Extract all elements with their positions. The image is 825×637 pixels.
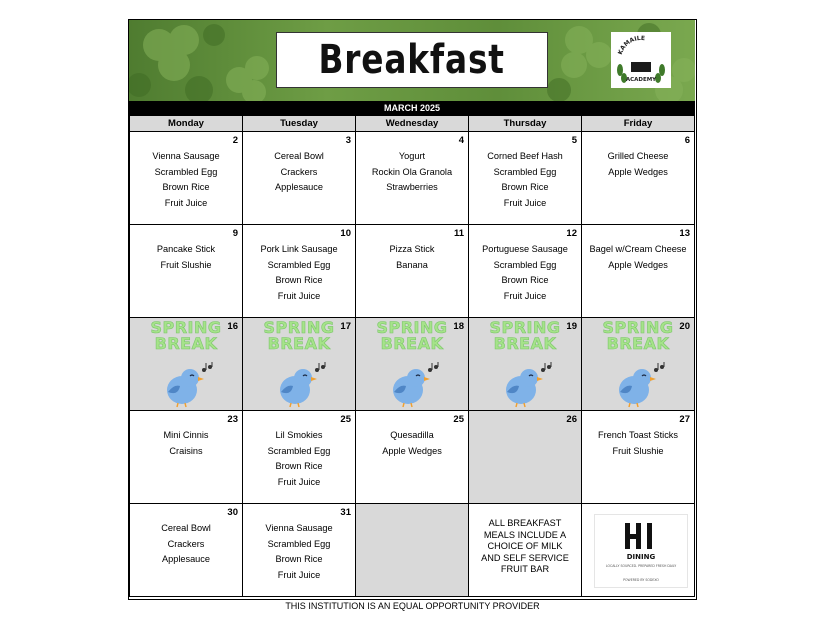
weekday-header: Friday	[582, 116, 695, 132]
svg-text:DINING: DINING	[626, 553, 656, 561]
spring-break-line1: SPRING	[150, 318, 222, 337]
day-number: 30	[227, 507, 238, 518]
day-cell	[582, 504, 695, 597]
menu-item: Quesadilla	[390, 430, 434, 440]
week-row	[130, 132, 695, 225]
menu-item: Cereal Bowl	[161, 523, 211, 533]
menu-items	[582, 149, 694, 180]
day-number: 31	[340, 507, 351, 518]
menu-sheet	[128, 19, 697, 600]
day-number: 5	[571, 135, 577, 146]
menu-item: Applesauce	[161, 554, 210, 565]
spring-break-line2: BREAK	[493, 334, 557, 353]
day-number: 19	[566, 321, 577, 332]
menu-item: Crackers	[280, 166, 318, 177]
bluebird-icon	[499, 362, 555, 408]
day-number: 4	[458, 135, 464, 146]
day-number: 12	[566, 228, 577, 239]
day-cell	[469, 504, 582, 597]
menu-item: Rockin Ola Granola	[371, 166, 453, 177]
hi-dining-logo-icon	[595, 515, 687, 587]
hi-dining-logo	[594, 514, 688, 588]
menu-item: Brown Rice	[501, 275, 549, 286]
week-row	[130, 504, 695, 597]
menu-item: Strawberries	[386, 182, 438, 193]
day-cell	[356, 225, 469, 318]
day-cell	[243, 411, 356, 504]
spring-break-line1: SPRING	[602, 318, 674, 337]
spring-break-line2: BREAK	[380, 334, 444, 353]
spring-break-line1: SPRING	[376, 318, 448, 337]
day-cell	[469, 132, 582, 225]
menu-item: Brown Rice	[275, 275, 323, 286]
menu-item: Fruit Slushie	[160, 259, 212, 270]
day-cell	[469, 225, 582, 318]
weekday-header: Thursday	[469, 116, 582, 132]
bluebird-icon	[612, 362, 668, 408]
menu-item: Vienna Sausage	[152, 151, 220, 161]
day-cell	[243, 225, 356, 318]
day-number: 2	[232, 135, 238, 146]
menu-items	[130, 428, 242, 459]
page-title: Breakfast	[318, 37, 506, 83]
spring-break-line1: SPRING	[489, 318, 561, 337]
spring-break-graphic	[243, 320, 355, 352]
day-number: 25	[453, 414, 464, 425]
week-row	[130, 225, 695, 318]
day-number: 16	[227, 321, 238, 332]
day-number: 6	[684, 135, 690, 146]
day-cell	[582, 225, 695, 318]
month-bar: MARCH 2025	[129, 101, 695, 115]
svg-text:POWERED BY SODEXO: POWERED BY SODEXO	[623, 578, 659, 582]
day-cell	[356, 132, 469, 225]
day-number: 10	[340, 228, 351, 239]
day-cell	[130, 318, 243, 411]
svg-text:ACADEMY: ACADEMY	[625, 77, 657, 83]
bird-illustration	[499, 362, 555, 413]
bird-illustration	[612, 362, 668, 413]
menu-item: Scrambled Egg	[493, 166, 557, 177]
bluebird-icon	[386, 362, 442, 408]
weekday-header-row	[130, 116, 695, 132]
day-cell	[582, 411, 695, 504]
menu-item: Banana	[396, 259, 428, 270]
day-number: 25	[340, 414, 351, 425]
week-row	[130, 411, 695, 504]
day-number: 27	[679, 414, 690, 425]
svg-text:LOCALLY SOURCED. PREPARED FRES: LOCALLY SOURCED. PREPARED FRESH DAILY	[605, 564, 677, 568]
school-seal-icon	[611, 32, 671, 88]
calendar-grid	[129, 115, 695, 597]
menu-item: Yogurt	[398, 151, 426, 161]
day-cell	[243, 132, 356, 225]
spring-break-line2: BREAK	[267, 334, 331, 353]
menu-items	[469, 242, 581, 304]
day-cell	[356, 411, 469, 504]
weekday-header: Tuesday	[243, 116, 356, 132]
school-logo	[611, 32, 671, 88]
menu-item: Lil Smokies	[275, 430, 323, 440]
day-cell	[130, 225, 243, 318]
menu-items	[356, 149, 468, 196]
menu-items	[243, 149, 355, 196]
menu-item: Brown Rice	[275, 461, 323, 472]
spring-break-graphic	[130, 320, 242, 352]
menu-item: Craisins	[169, 445, 203, 456]
day-number: 13	[679, 228, 690, 239]
day-cell	[130, 504, 243, 597]
menu-items	[582, 242, 694, 273]
footer-notice: THIS INSTITUTION IS AN EQUAL OPPORTUNITY PROVIDER	[285, 601, 540, 611]
menu-item: Apple Wedges	[608, 166, 668, 177]
menu-item: Portuguese Sausage	[482, 244, 568, 254]
bird-illustration	[160, 362, 216, 413]
day-cell	[130, 411, 243, 504]
menu-item: Scrambled Egg	[267, 259, 331, 270]
day-cell	[582, 318, 695, 411]
menu-item: Cereal Bowl	[274, 151, 324, 161]
menu-items	[356, 242, 468, 273]
day-cell	[130, 132, 243, 225]
menu-item: Bagel w/Cream Cheese	[589, 244, 687, 254]
day-number: 17	[340, 321, 351, 332]
day-cell	[469, 318, 582, 411]
menu-item: Brown Rice	[501, 182, 549, 193]
menu-items	[243, 521, 355, 583]
bluebird-icon	[273, 362, 329, 408]
menu-item: Fruit Juice	[277, 476, 321, 487]
menu-item: Scrambled Egg	[267, 445, 331, 456]
menu-item: Vienna Sausage	[265, 523, 333, 533]
menu-item: Applesauce	[274, 182, 323, 193]
menu-item: Fruit Juice	[277, 569, 321, 580]
menu-item: Scrambled Egg	[154, 166, 218, 177]
day-number: 23	[227, 414, 238, 425]
spring-break-graphic	[582, 320, 694, 352]
spring-break-graphic	[469, 320, 581, 352]
menu-item: Apple Wedges	[382, 445, 442, 456]
spring-break-line2: BREAK	[154, 334, 218, 353]
bird-illustration	[386, 362, 442, 413]
menu-item: Mini Cinnis	[163, 430, 209, 440]
clover-banner	[129, 20, 695, 101]
day-cell	[582, 132, 695, 225]
menu-item: Apple Wedges	[608, 259, 668, 270]
menu-items	[243, 428, 355, 490]
day-cell	[243, 318, 356, 411]
menu-item: Pork Link Sausage	[260, 244, 338, 254]
menu-item: Fruit Juice	[277, 290, 321, 301]
menu-item: Pizza Stick	[389, 244, 435, 254]
day-cell	[243, 504, 356, 597]
bluebird-icon	[160, 362, 216, 408]
day-cell	[356, 504, 469, 597]
day-cell	[469, 411, 582, 504]
spring-break-line1: SPRING	[263, 318, 335, 337]
menu-items	[243, 242, 355, 304]
menu-item: Grilled Cheese	[607, 151, 669, 161]
menu-item: Crackers	[167, 538, 205, 549]
menu-items	[130, 149, 242, 211]
day-cell	[356, 318, 469, 411]
menu-items	[469, 149, 581, 211]
menu-item: Fruit Juice	[503, 290, 547, 301]
spring-break-line2: BREAK	[606, 334, 670, 353]
spring-break-graphic	[356, 320, 468, 352]
svg-text:KAMAILE: KAMAILE	[616, 34, 646, 56]
day-number: 9	[232, 228, 238, 239]
menu-item: Pancake Stick	[156, 244, 216, 254]
menu-item: Brown Rice	[162, 182, 210, 193]
day-number: 26	[566, 414, 577, 425]
menu-item: Corned Beef Hash	[487, 151, 563, 161]
menu-items	[130, 521, 242, 568]
weekday-header: Monday	[130, 116, 243, 132]
week-row	[130, 318, 695, 411]
day-number: 11	[453, 228, 464, 239]
title-box	[276, 32, 548, 88]
day-number: 20	[679, 321, 690, 332]
weekday-header: Wednesday	[356, 116, 469, 132]
meal-note: ALL BREAKFAST MEALS INCLUDE A CHOICE OF MILK AND SELF SERVICE FRUIT BAR	[481, 518, 569, 574]
menu-items	[582, 428, 694, 459]
menu-item: Brown Rice	[275, 554, 323, 565]
day-number: 18	[453, 321, 464, 332]
menu-item: French Toast Sticks	[598, 430, 678, 440]
menu-item: Fruit Slushie	[612, 445, 664, 456]
menu-items	[130, 242, 242, 273]
menu-item: Scrambled Egg	[267, 538, 331, 549]
menu-item: Fruit Juice	[164, 197, 208, 208]
menu-item: Fruit Juice	[503, 197, 547, 208]
menu-items	[356, 428, 468, 459]
menu-item: Scrambled Egg	[493, 259, 557, 270]
bird-illustration	[273, 362, 329, 413]
day-number: 3	[345, 135, 351, 146]
